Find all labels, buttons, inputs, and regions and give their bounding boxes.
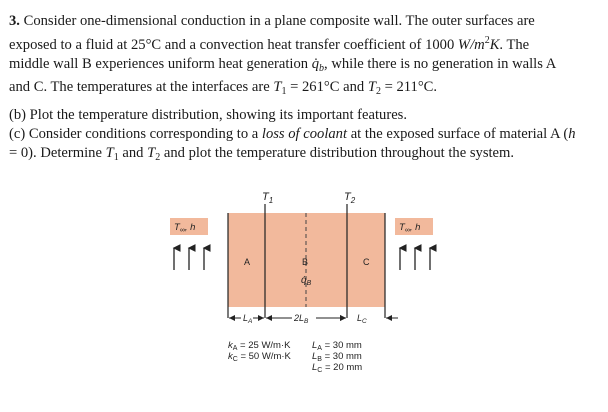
t1-sub: 1 — [281, 86, 287, 97]
prop-lb: $L_B = 30$ mm — [312, 351, 362, 363]
part-c-text-2: at the exposed surface of material A ( — [347, 126, 569, 142]
dim-lb-label: $2L_B$ — [294, 313, 309, 325]
wall-a-label: A — [244, 257, 251, 267]
part-c-t1-sub: 1 — [113, 152, 119, 163]
prop-kc: $k_C = 50$ W/m·K — [228, 351, 291, 363]
wall-b-label: B — [302, 257, 309, 267]
problem-text-3-end: , while there is no generation in walls A — [324, 56, 557, 72]
t2-sub: 2 — [375, 86, 381, 97]
qdot-sub: b — [319, 63, 325, 74]
wall-c-label: C — [363, 257, 370, 267]
part-c-text-3: = 0). Determine — [9, 145, 106, 161]
qb-label: $q̇_B$ — [301, 275, 312, 287]
t1-symbol: T — [273, 79, 282, 95]
problem-text-3: middle wall B experiences uniform heat generation — [9, 56, 309, 72]
problem-text-4: and C. The temperatures at the interfaces are — [9, 79, 270, 95]
t2-value: = 211°C. — [380, 79, 438, 95]
part-c-italic: loss of coolant — [261, 126, 348, 142]
part-b: (b) Plot the temperature distribution, showing its important features. — [9, 107, 408, 123]
part-c-t1: T — [105, 145, 114, 161]
fluid-right-label: $T_\infty$, h — [399, 222, 421, 234]
t2-label: $T_2$ — [344, 191, 356, 205]
problem-text-2-end: . The — [499, 37, 530, 53]
fluid-left-label: $T_\infty$, h — [174, 222, 196, 234]
qdot-symbol: q̇ — [311, 56, 320, 72]
t1-label: $T_1$ — [262, 191, 274, 205]
part-c-t2-sub: 2 — [155, 152, 161, 163]
unit-k: K — [489, 37, 500, 53]
prop-lc: $L_C = 20$ mm — [312, 362, 363, 374]
problem-text-1: Consider one-dimensional conduction in a plane composite wall. The outer surfaces are — [23, 13, 535, 29]
part-c-text-1: (c) Consider conditions corresponding to a — [9, 126, 262, 142]
problem-text-2: exposed to a fluid at 25°C and a convection heat transfer coefficient of 1000 — [9, 37, 455, 53]
dim-lc-label: $L_C$ — [357, 313, 367, 325]
unit-w: W — [457, 37, 471, 53]
part-c-text-4: and plot the temperature distribution throughout the system. — [160, 145, 515, 161]
part-c-h: h — [568, 126, 576, 142]
problem-number: 3. — [9, 13, 20, 29]
part-c-and: and — [118, 145, 148, 161]
prop-ka: $k_A = 25$ W/m·K — [228, 340, 291, 352]
t1-value: = 261°C and — [286, 79, 368, 95]
unit-m: /m — [470, 37, 485, 53]
prop-la: $L_A = 30$ mm — [312, 340, 362, 352]
part-c-t2: T — [147, 145, 156, 161]
t2-symbol: T — [367, 79, 376, 95]
unit-exp: 2 — [484, 35, 490, 46]
dim-la-label: $L_A$ — [243, 313, 253, 325]
